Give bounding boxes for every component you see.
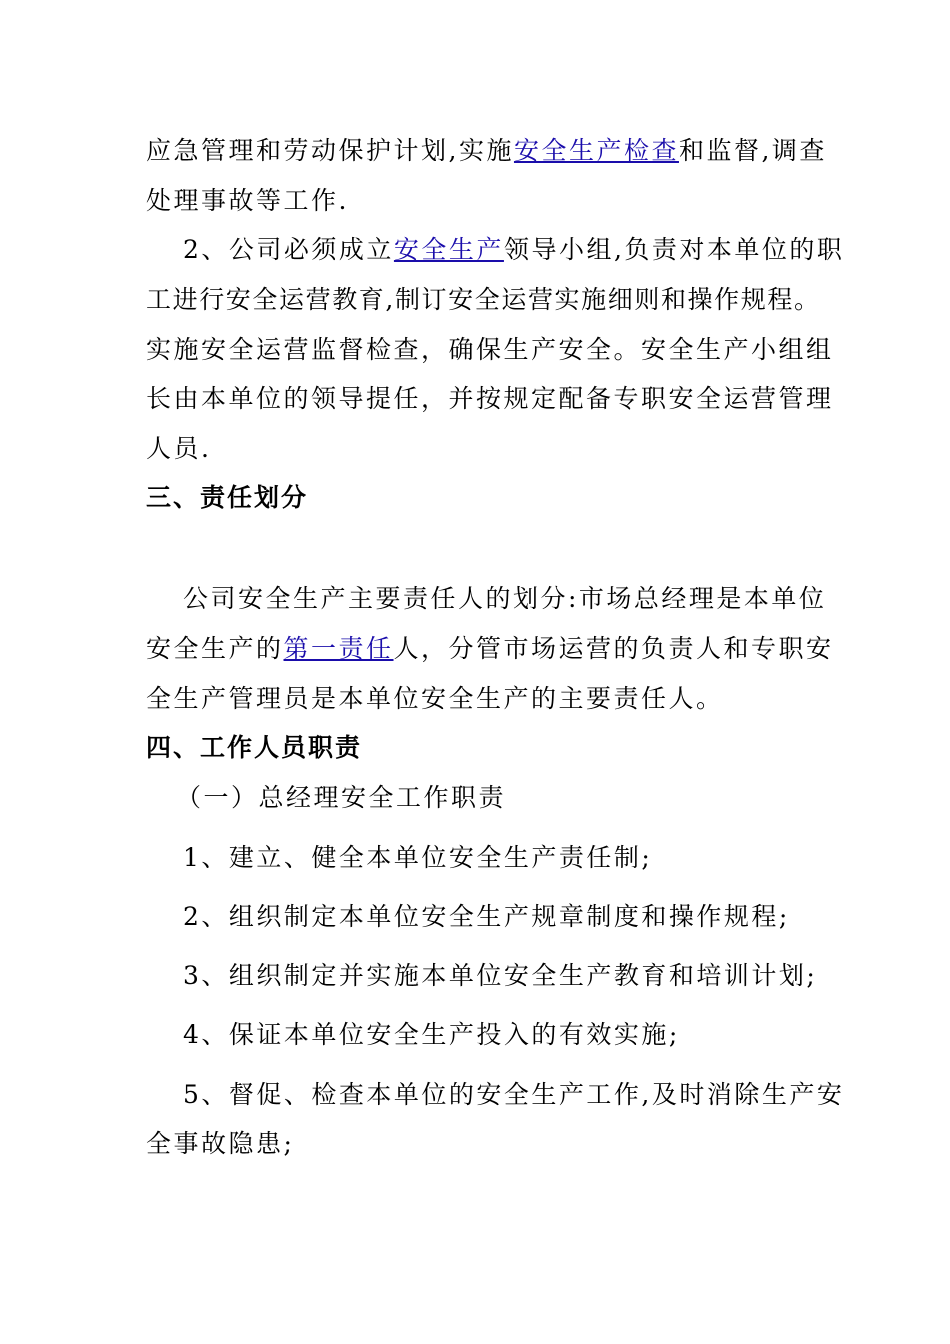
list-item: 1、建立、健全本单位安全生产责任制; (183, 843, 653, 872)
subsection-heading-gm-duties: （一）总经理安全工作职责 (176, 783, 507, 812)
text-run: 处理事故等工作. (146, 186, 349, 215)
text-run: 人，分管市场运营的负责人和专职安 (393, 634, 834, 663)
section-heading-staff-duties: 四、工作人员职责 (146, 733, 363, 762)
text-run: 和监督,调查 (678, 136, 827, 165)
paragraph-line (183, 235, 844, 265)
list-item: 4、保证本单位安全生产投入的有效实施; (183, 1020, 680, 1049)
text-run: 长由本单位的领导提任，并按规定配备专职安全运营管理 (146, 384, 834, 413)
link-safe-production[interactable]: 安全生产 (393, 235, 504, 264)
link-first-responsibility[interactable]: 第一责任 (283, 634, 394, 663)
paragraph-line (146, 634, 834, 664)
text-run: 工进行安全运营教育,制订安全运营实施细则和操作规程。 (146, 285, 821, 314)
section-heading-responsibility-division: 三、责任划分 (146, 483, 309, 512)
list-item: 5、督促、检查本单位的安全生产工作,及时消除生产安 (183, 1080, 845, 1109)
text-run: 领导小组,负责对本单位的职 (503, 235, 845, 264)
text-run: 实施安全运营监督检查，确保生产安全。安全生产小组组 (146, 335, 834, 364)
paragraph-line (146, 186, 349, 216)
paragraph-line (183, 584, 826, 614)
paragraph-line (146, 434, 211, 464)
paragraph-line (146, 335, 834, 365)
paragraph-line (146, 684, 724, 714)
list-item: 3、组织制定并实施本单位安全生产教育和培训计划; (183, 961, 818, 990)
paragraph-line (146, 384, 834, 414)
text-run: 安全生产的 (146, 634, 284, 663)
text-run: 应急管理和劳动保护计划,实施 (146, 136, 514, 165)
text-run: 人员. (146, 434, 212, 463)
list-item: 2、组织制定本单位安全生产规章制度和操作规程; (183, 902, 790, 931)
list-item-continuation: 全事故隐患; (146, 1129, 295, 1158)
paragraph-line (146, 285, 821, 315)
link-safety-inspection[interactable]: 安全生产检查 (513, 136, 679, 165)
text-run: 全生产管理员是本单位安全生产的主要责任人。 (146, 684, 724, 713)
paragraph-line (146, 136, 827, 166)
text-run: 公司安全生产主要责任人的划分:市场总经理是本单位 (183, 584, 827, 613)
text-run: 2、公司必须成立 (183, 235, 394, 264)
